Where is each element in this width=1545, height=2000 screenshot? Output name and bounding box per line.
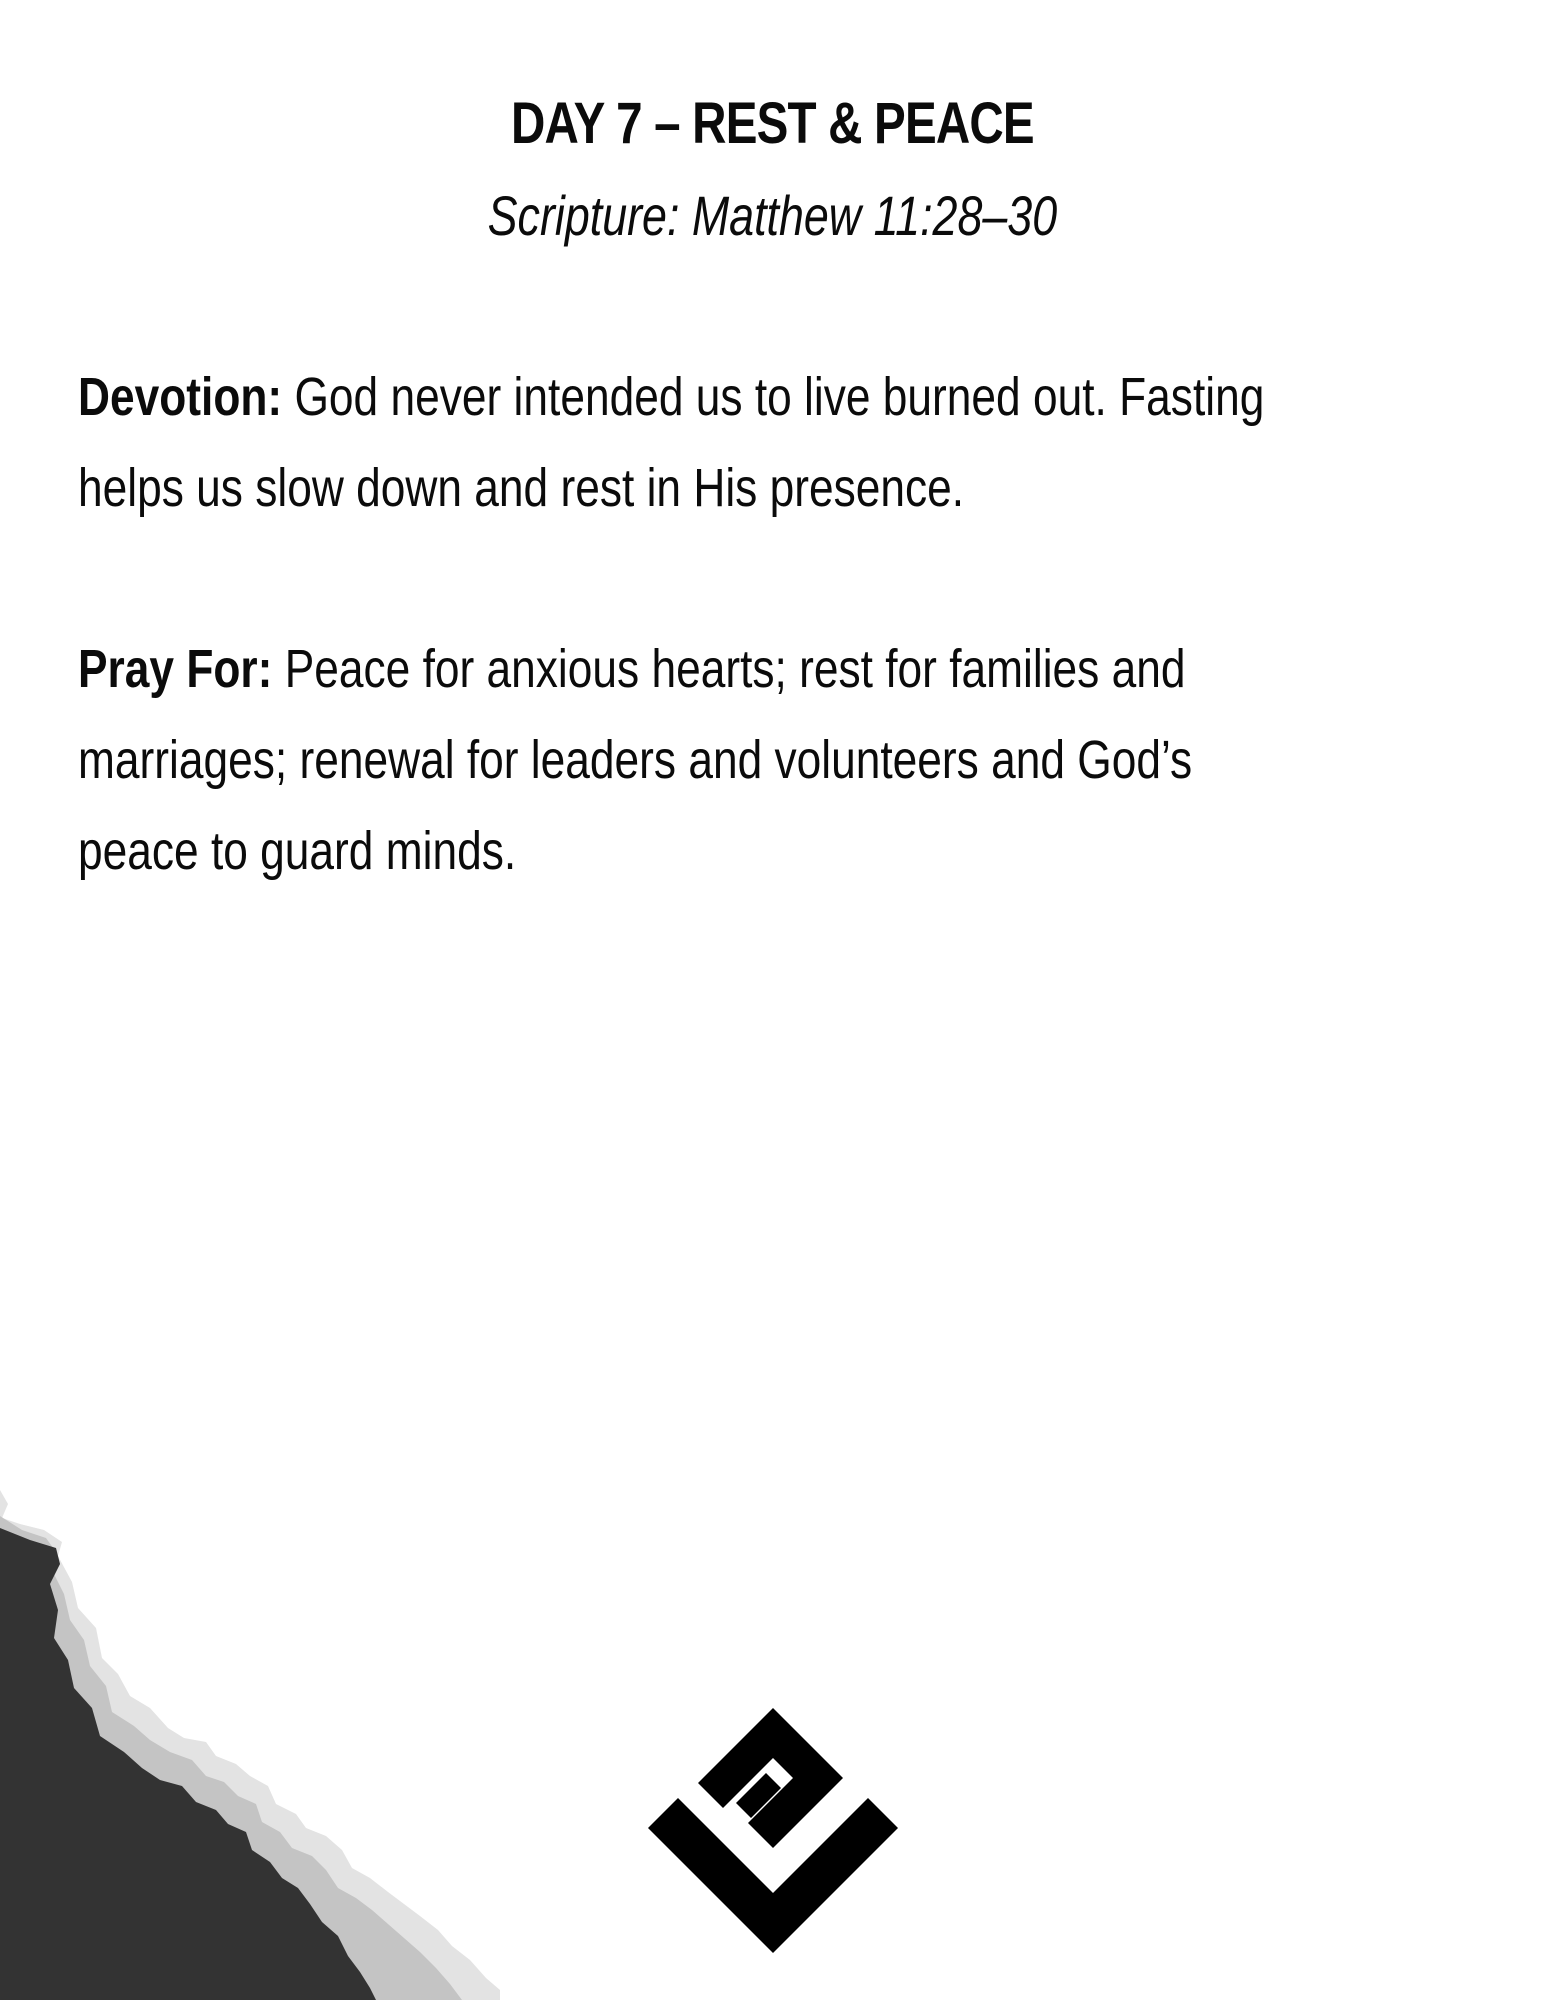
scripture-reference: Scripture: Matthew 11:28–30 [487,184,1058,247]
devotion-label: Devotion: [78,367,283,427]
pray-for-line-2: marriages; renewal for leaders and volunteers and God’s [78,730,1193,790]
pray-for-paragraph [78,624,1390,897]
diamond-g-logo-icon [648,1708,898,1958]
devotion-text: God never intended us to live burned out. Fasting [282,367,1265,427]
pray-for-label: Pray For: [78,639,273,699]
pray-for-line-1 [78,624,1390,715]
torn-paper-corner-decoration [0,1490,500,2000]
pray-for-line-3: peace to guard minds. [78,821,517,881]
pray-for-text: Peace for anxious hearts; rest for families and [272,639,1186,699]
page-title: DAY 7 – REST & PEACE [510,91,1034,156]
devotion-line-1 [78,352,1390,443]
devotion-paragraph [78,352,1390,534]
devotion-line-2: helps us slow down and rest in His presence. [78,458,965,518]
